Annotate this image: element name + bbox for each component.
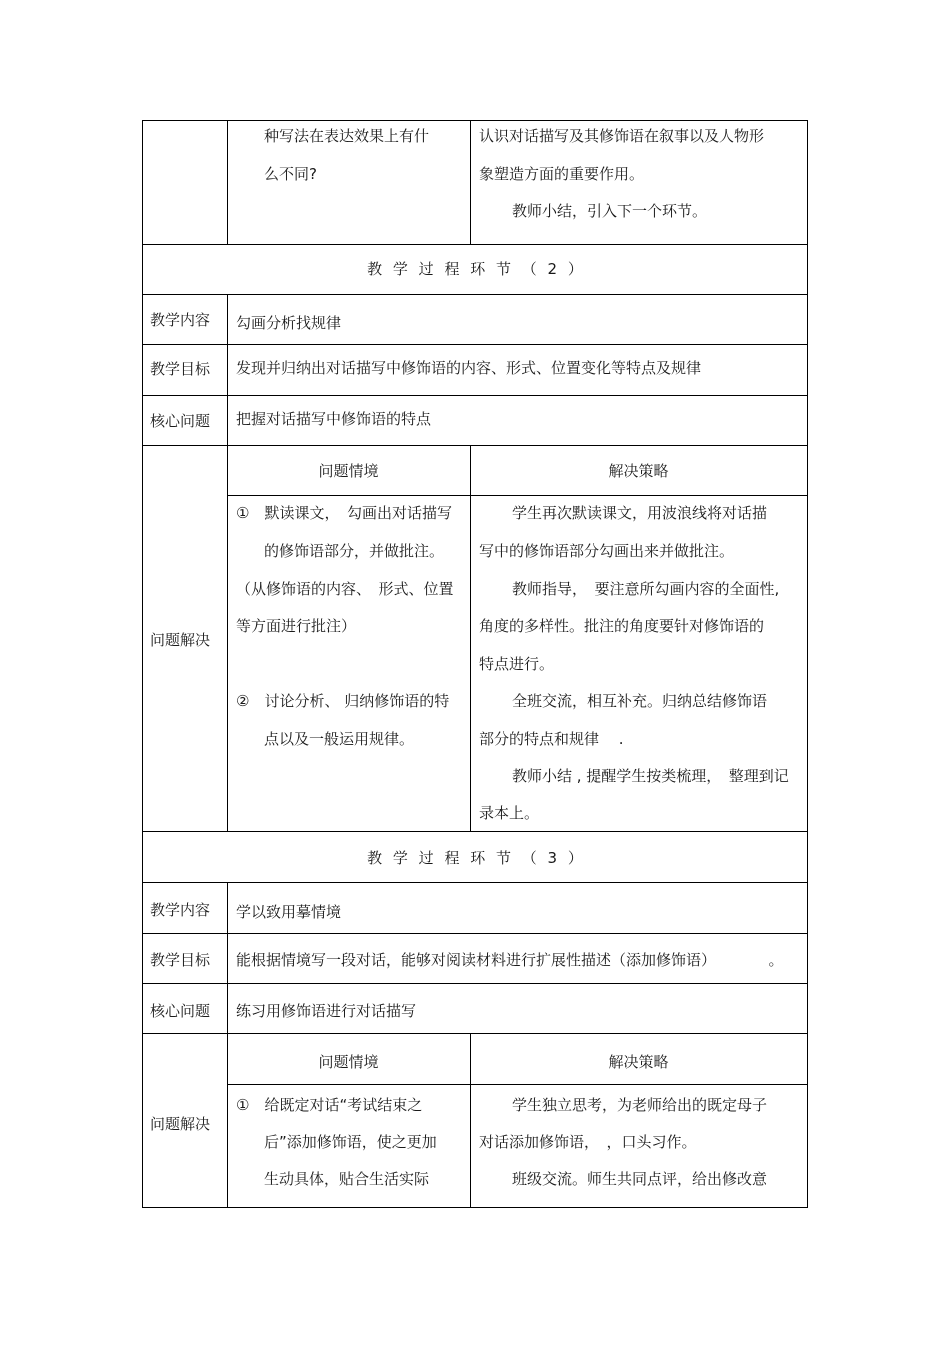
goal-value: 发现并归纳出对话描写中修饰语的内容、形式、位置变化等特点及规律 xyxy=(236,359,702,377)
strategy-line: 学生独立思考，为老师给出的既定母子 xyxy=(512,1096,768,1114)
column-divider xyxy=(227,120,228,244)
core-question-value: 练习用修饰语进行对话描写 xyxy=(236,1002,417,1020)
situation-line: ① 给既定对话“考试结束之 xyxy=(236,1096,423,1114)
row-divider xyxy=(142,831,808,832)
problem-solving-label: 问题解决 xyxy=(150,631,211,649)
column-divider xyxy=(470,120,471,244)
situation-line: 的修饰语部分，并做批注。 xyxy=(264,542,445,560)
strategy-line: 部分的特点和规律 . xyxy=(479,730,624,748)
situation-line: 种写法在表达效果上有什 xyxy=(264,127,430,145)
strategy-line: 录本上。 xyxy=(479,804,540,822)
column-divider xyxy=(227,294,228,831)
row-divider xyxy=(142,882,808,883)
strategy-line: 教师指导， 要注意所勾画内容的全面性, xyxy=(512,580,780,598)
row-divider xyxy=(227,1084,808,1085)
strategy-line: 写中的修饰语部分勾画出来并做批注。 xyxy=(479,542,735,560)
strategy-line: 教师小结，引入下一个环节。 xyxy=(512,202,708,220)
column-divider xyxy=(470,445,471,831)
row-divider xyxy=(142,933,808,934)
row-divider xyxy=(142,445,808,446)
core-question-label: 核心问题 xyxy=(150,412,211,430)
content-value: 学以致用摹情境 xyxy=(236,903,342,921)
strategy-line: 全班交流，相互补充。归纳总结修饰语 xyxy=(512,692,768,710)
row-divider xyxy=(227,495,808,496)
situation-line: 么不同? xyxy=(264,165,317,183)
row-divider xyxy=(142,395,808,396)
strategy-line: 角度的多样性。批注的角度要针对修饰语的 xyxy=(479,617,765,635)
goal-label: 教学目标 xyxy=(150,951,211,969)
row-divider xyxy=(142,1033,808,1034)
content-label: 教学内容 xyxy=(150,311,211,329)
column-divider xyxy=(227,882,228,1207)
row-divider xyxy=(142,344,808,345)
table-border-right xyxy=(807,120,808,1208)
core-question-value: 把握对话描写中修饰语的特点 xyxy=(236,410,432,428)
situation-line: 后”添加修饰语，使之更加 xyxy=(264,1133,437,1151)
content-label: 教学内容 xyxy=(150,901,211,919)
table-border-top xyxy=(142,120,808,121)
table-border-left xyxy=(142,120,143,1208)
column-header-strategy: 解决策略 xyxy=(608,1053,669,1071)
column-header-strategy: 解决策略 xyxy=(608,462,669,480)
goal-value: 能根据情境写一段对话，能够对阅读材料进行扩展性描述（添加修饰语） 。 xyxy=(236,951,784,969)
row-divider xyxy=(142,983,808,984)
column-header-situation: 问题情境 xyxy=(318,462,379,480)
section-heading: 教 学 过 程 环 节 （ 2 ） xyxy=(367,260,583,278)
row-divider xyxy=(142,244,808,245)
row-divider xyxy=(142,294,808,295)
table-border-bottom xyxy=(142,1207,808,1208)
situation-line: 等方面进行批注） xyxy=(236,617,357,635)
situation-line: （从修饰语的内容、 形式、位置 xyxy=(236,580,454,598)
strategy-line: 象塑造方面的重要作用。 xyxy=(479,165,645,183)
content-value: 勾画分析找规律 xyxy=(236,314,342,332)
situation-line: 生动具体，贴合生活实际 xyxy=(264,1170,430,1188)
situation-line: 点以及一般运用规律。 xyxy=(264,730,415,748)
core-question-label: 核心问题 xyxy=(150,1002,211,1020)
strategy-line: 认识对话描写及其修饰语在叙事以及人物形 xyxy=(479,127,765,145)
goal-label: 教学目标 xyxy=(150,360,211,378)
problem-solving-label: 问题解决 xyxy=(150,1115,211,1133)
strategy-line: 班级交流。师生共同点评，给出修改意 xyxy=(512,1170,768,1188)
column-header-situation: 问题情境 xyxy=(318,1053,379,1071)
section-heading: 教 学 过 程 环 节 （ 3 ） xyxy=(367,849,583,867)
strategy-line: 特点进行。 xyxy=(479,655,555,673)
situation-line: ② 讨论分析、 归纳修饰语的特 xyxy=(236,692,450,710)
strategy-line: 教师小结 , 提醒学生按类梳理， 整理到记 xyxy=(512,767,789,785)
situation-line: ① 默读课文， 勾画出对话描写 xyxy=(236,504,452,522)
strategy-line: 对话添加修饰语， ，口头习作。 xyxy=(479,1133,697,1151)
strategy-line: 学生再次默读课文，用波浪线将对话描 xyxy=(512,504,768,522)
